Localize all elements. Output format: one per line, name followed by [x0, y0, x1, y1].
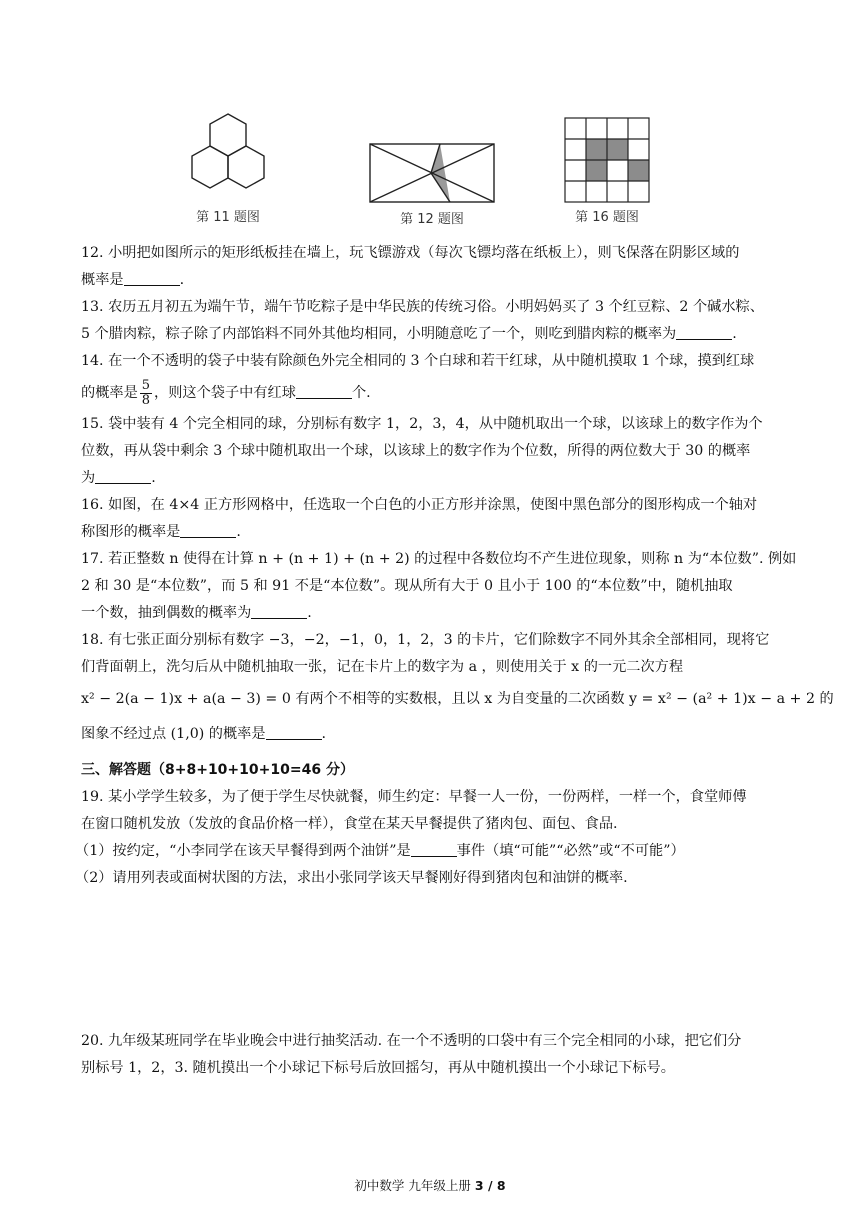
figure-16 — [563, 116, 651, 225]
q14-end: 个. — [351, 385, 371, 401]
q20-line2: 别标号 1，2，3. 随机摸出一个小球记下标号后放回摇匀，再从中随机摸出一个小球记下标号。 — [81, 1060, 675, 1076]
answer-space — [81, 892, 781, 1028]
q12-line1: 12. 小明把如图所示的矩形纸板挂在墙上，玩飞镖游戏（每次飞镖均落在纸板上），则飞保落在阴影区域的 — [81, 245, 740, 261]
q15-line3: 为 . — [81, 470, 156, 486]
q20-line1: 20. 九年级某班同学在毕业晚会中进行抽奖活动. 在一个不透明的口袋中有三个完全相同的小球，把它们分 — [81, 1033, 742, 1049]
grid-4x4-diagram — [563, 116, 651, 204]
q18-text: 图象不经过点 (1,0) 的概率是 — [81, 726, 266, 742]
answer-blank — [676, 325, 732, 340]
q19-line2: 在窗口随机发放（发放的食品价格一样），食堂在某天早餐提供了猪肉包、面包、食品. — [81, 816, 618, 832]
answer-blank — [95, 469, 151, 484]
hexagons-diagram — [180, 112, 276, 204]
q14-suffix: ，则这个袋子中有红球 — [154, 385, 296, 401]
q12-line2: 概率是 . — [81, 272, 185, 288]
q16-text: 称图形的概率是 — [81, 524, 181, 540]
q17-text: 一个数，抽到偶数的概率为 — [81, 605, 252, 621]
answer-blank — [296, 384, 352, 399]
q14-line1: 14. 在一个不透明的袋子中装有除颜色外完全相同的 3 个白球和若干红球，从中随机摸取 1 个球，摸到红球 — [81, 353, 755, 369]
q19-part2: （2）请用列表或面树状图的方法，求出小张同学该天早餐刚好得到猪肉包和油饼的概率. — [75, 870, 628, 886]
q19-line1: 19. 某小学学生较多，为了便于学生尽快就餐，师生约定：早餐一人一份，一份两样，一样一个，食堂师傅 — [81, 789, 747, 805]
q13-text: 5 个腊肉粽，粽子除了内部馅料不同外其他均相同，小明随意吃了一个，则吃到腊肉粽的概率为 — [81, 326, 677, 342]
fraction-5-8 — [140, 379, 152, 408]
q19-part1-suffix: 事件（填“可能”“必然”或“不可能”） — [456, 843, 685, 859]
q18-line2: 们背面朝上，洗匀后从中随机抽取一张，记在卡片上的数字为 a ，则使用关于 x 的一元二次方程 — [81, 659, 684, 675]
q13-line1: 13. 农历五月初五为端午节，端午节吃粽子是中华民族的传统习俗。小明妈妈买了 3 个红豆粽、2 个碱水粽、 — [81, 299, 764, 315]
q18-line1: 18. 有七张正面分别标有数字 −3，−2，−1，0，1，2，3 的卡片，它们除数字不同外其余全部相同，现将它 — [81, 632, 770, 648]
footer-text: 初中数学 九年级上册 — [354, 1178, 471, 1193]
q19-part1-prefix: （1）按约定，“小李同学在该天早餐得到两个油饼”是 — [75, 843, 411, 859]
q16-line1: 16. 如图，在 4×4 正方形网格中，任选取一个白色的小正方形并涂黑，使图中黑色部分的图形构成一个轴对 — [81, 497, 758, 513]
q15-line1: 15. 袋中装有 4 个完全相同的球，分别标有数字 1，2，3，4，从中随机取出一个球，以该球上的数字作为个 — [81, 416, 763, 432]
q17-line3: 一个数，抽到偶数的概率为 . — [81, 605, 312, 621]
fraction-numerator: 5 — [141, 377, 151, 393]
q13-line2: 5 个腊肉粽，粽子除了内部馅料不同外其他均相同，小明随意吃了一个，则吃到腊肉粽的概率为 . — [81, 326, 737, 342]
answer-blank — [266, 725, 322, 740]
rectangle-dartboard-diagram — [368, 140, 496, 206]
fraction-denominator: 8 — [141, 392, 151, 408]
section-3-heading: 三、解答题（8+8+10+10+10=46 分） — [81, 762, 354, 778]
answer-blank — [251, 604, 307, 619]
figure-11-caption: 第 11 题图 — [196, 210, 260, 225]
answer-blank — [124, 271, 180, 286]
q12-text: 概率是 — [81, 272, 124, 288]
page-footer — [0, 1176, 860, 1194]
figure-12 — [368, 140, 496, 227]
q17-line2: 2 和 30 是“本位数”，而 5 和 91 不是“本位数”。现从所有大于 0 且小于 100 的“本位数”中，随机抽取 — [81, 578, 733, 594]
page-number: 3 / 8 — [474, 1178, 506, 1193]
q16-line2: 称图形的概率是 . — [81, 524, 241, 540]
answer-blank — [180, 523, 236, 538]
q18-line4: 图象不经过点 (1,0) 的概率是 . — [81, 726, 327, 742]
figure-12-caption: 第 12 题图 — [400, 212, 464, 227]
q18-line3: x² − 2(a − 1)x + a(a − 3) = 0 有两个不相等的实数根，且以 x 为自变量的二次函数 y = x² − (a² + 1)x − a + 2 的 — [81, 691, 834, 707]
answer-blank — [411, 842, 457, 857]
question-content — [75, 240, 834, 1082]
q19-part1 — [75, 838, 781, 865]
q15-line2: 位数，再从袋中剩余 3 个球中随机取出一个球，以该球上的数字作为个位数，所得的两位数大于 30 的概率 — [81, 443, 751, 459]
q14-line2 — [81, 375, 781, 411]
figure-16-caption: 第 16 题图 — [575, 210, 639, 225]
q15-text: 为 — [81, 470, 96, 486]
q17-line1: 17. 若正整数 n 使得在计算 n + (n + 1) + (n + 2) 的过程中各数位均不产生进位现象，则称 n 为“本位数”. 例如 — [81, 551, 797, 567]
figure-11 — [180, 112, 276, 225]
q14-prefix: 的概率是 — [81, 385, 138, 401]
figures-row — [0, 112, 860, 237]
